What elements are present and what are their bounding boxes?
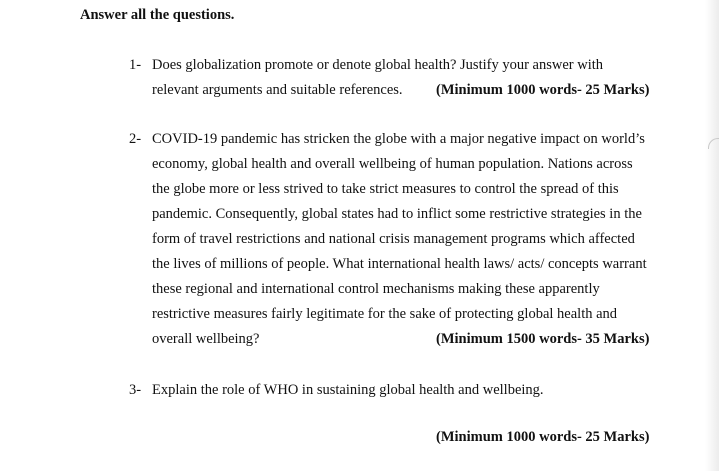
- question-2-line: economy, global health and overall wellbeing of human population. Nations across: [152, 156, 633, 172]
- question-2-line: these regional and international control mechanisms making these apparently: [152, 281, 600, 297]
- question-2-line: the lives of millions of people. What international health laws/ acts/ concepts warrant: [152, 256, 647, 272]
- question-1-number: 1-: [129, 57, 142, 73]
- question-2-marks: (Minimum 1500 words- 35 Marks): [436, 331, 650, 347]
- question-2-line: restrictive measures fairly legitimate for the sake of protecting global health and: [152, 306, 618, 322]
- question-1-line: Does globalization promote or denote global health? Justify your answer with: [152, 57, 604, 73]
- question-2-line: the globe more or less strived to take strict measures to control the spread of this: [152, 181, 619, 197]
- page-edge-shadow: [705, 0, 719, 471]
- question-1-marks: (Minimum 1000 words- 25 Marks): [436, 82, 650, 98]
- question-3-line: Explain the role of WHO in sustaining global health and wellbeing.: [152, 382, 544, 398]
- instructions-heading: Answer all the questions.: [80, 7, 235, 23]
- question-2-line: COVID-19 pandemic has stricken the globe with a major negative impact on world’s: [152, 131, 645, 147]
- question-2-line: pandemic. Consequently, global states had to inflict some restrictive strategies in the: [152, 206, 642, 222]
- question-2-line: overall wellbeing?: [152, 331, 260, 347]
- question-2-number: 2-: [129, 131, 142, 147]
- question-1-line: relevant arguments and suitable references.: [152, 82, 403, 98]
- question-2-line: form of travel restrictions and national crisis management programs which affected: [152, 231, 635, 247]
- question-3-marks: (Minimum 1000 words- 25 Marks): [436, 429, 650, 445]
- question-3-number: 3-: [129, 382, 142, 398]
